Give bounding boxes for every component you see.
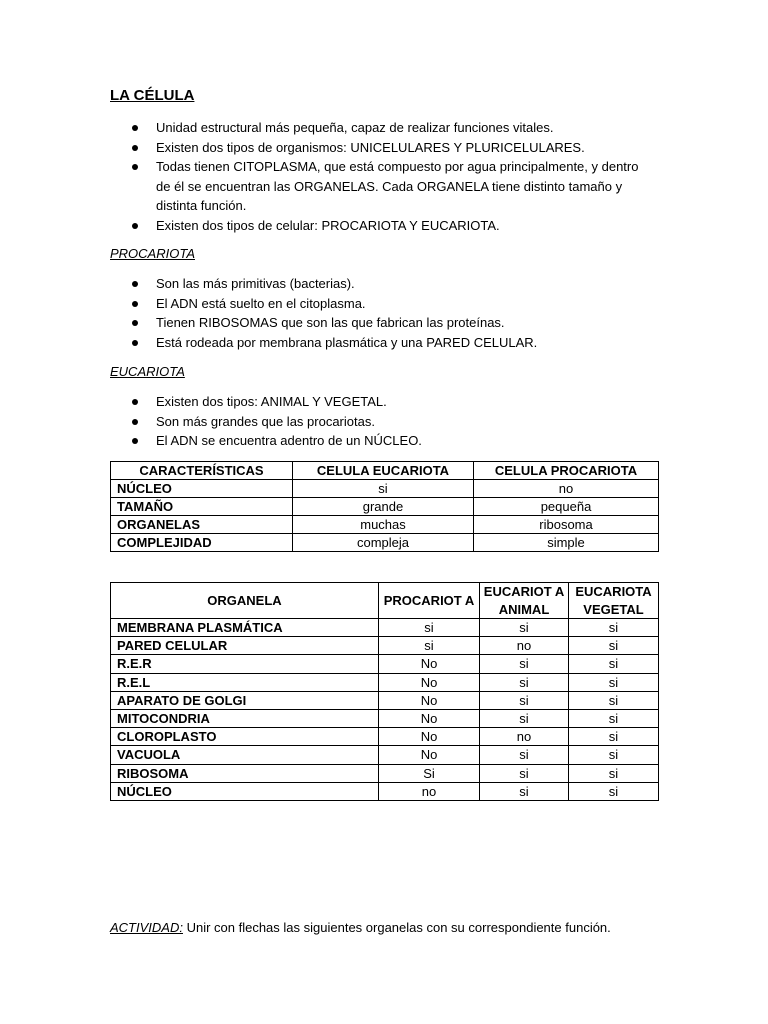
column-header: EUCARIOT A ANIMAL [480, 583, 569, 619]
table-cell: No [379, 728, 480, 746]
table-cell: si [480, 691, 569, 709]
table-cell: si [569, 637, 659, 655]
table-header-row [111, 583, 659, 619]
table-cell: compleja [293, 534, 474, 552]
list-item: Está rodeada por membrana plasmática y una PARED CELULAR. [110, 333, 650, 353]
table-cell: muchas [293, 516, 474, 534]
row-label: VACUOLA [111, 746, 379, 764]
table-cell: si [569, 710, 659, 728]
table-cell: No [379, 655, 480, 673]
row-label: RIBOSOMA [111, 764, 379, 782]
table-row [111, 534, 659, 552]
row-label: CLOROPLASTO [111, 728, 379, 746]
table-row [111, 516, 659, 534]
column-header: EUCARIOTA VEGETAL [569, 583, 659, 619]
table-cell: si [480, 782, 569, 800]
list-item: Tienen RIBOSOMAS que son las que fabrican las proteínas. [110, 313, 650, 333]
table-cell: no [379, 782, 480, 800]
bullet-icon [132, 340, 138, 346]
table-row [111, 619, 659, 637]
table-cell: si [569, 619, 659, 637]
row-label: NÚCLEO [111, 782, 379, 800]
table-cell: si [569, 764, 659, 782]
activity-instruction [110, 920, 611, 935]
row-label: APARATO DE GOLGI [111, 691, 379, 709]
row-label: MITOCONDRIA [111, 710, 379, 728]
table-row [111, 728, 659, 746]
list-item: Son las más primitivas (bacterias). [110, 274, 650, 294]
table-cell: No [379, 673, 480, 691]
table-cell: si [293, 480, 474, 498]
table-row [111, 480, 659, 498]
bullet-icon [132, 281, 138, 287]
row-label: ORGANELAS [111, 516, 293, 534]
activity-text: Unir con flechas las siguientes organelas con su correspondiente función. [182, 920, 611, 935]
eucariota-bullet-list [110, 392, 650, 451]
table-cell: si [480, 746, 569, 764]
row-label: R.E.R [111, 655, 379, 673]
column-header: CARACTERÍSTICAS [111, 462, 293, 480]
list-item: Todas tienen CITOPLASMA, que está compuesto por agua principalmente, y dentro de él se encuentran las ORGANELAS. Cada ORGANELA tiene distinto tamaño y distinta función. [110, 157, 650, 216]
row-label: MEMBRANA PLASMÁTICA [111, 619, 379, 637]
procariota-bullet-list [110, 274, 650, 352]
list-item: Son más grandes que las procariotas. [110, 412, 650, 432]
table-row [111, 782, 659, 800]
bullet-icon [132, 399, 138, 405]
page-title: LA CÉLULA [110, 87, 195, 104]
bullet-icon [132, 145, 138, 151]
table-cell: si [480, 655, 569, 673]
table-row [111, 691, 659, 709]
table-cell: si [480, 764, 569, 782]
table-row [111, 710, 659, 728]
characteristics-table [110, 461, 659, 552]
table-cell: no [474, 480, 659, 498]
table-cell: si [569, 655, 659, 673]
bullet-icon [132, 223, 138, 229]
intro-bullet-list [110, 118, 650, 235]
list-item: Existen dos tipos de organismos: UNICELULARES Y PLURICELULARES. [110, 138, 650, 158]
table-cell: No [379, 746, 480, 764]
activity-label: ACTIVIDAD: [110, 920, 183, 935]
table-cell: pequeña [474, 498, 659, 516]
procariota-heading: PROCARIOTA [110, 246, 195, 261]
table-cell: si [569, 746, 659, 764]
table-cell: si [569, 728, 659, 746]
table-cell: No [379, 691, 480, 709]
bullet-icon [132, 320, 138, 326]
row-label: COMPLEJIDAD [111, 534, 293, 552]
table-cell: si [379, 637, 480, 655]
list-item: El ADN está suelto en el citoplasma. [110, 294, 650, 314]
table-cell: ribosoma [474, 516, 659, 534]
list-item: Existen dos tipos: ANIMAL Y VEGETAL. [110, 392, 650, 412]
table-row [111, 655, 659, 673]
list-item: El ADN se encuentra adentro de un NÚCLEO. [110, 431, 650, 451]
table-cell: si [480, 619, 569, 637]
bullet-icon [132, 164, 138, 170]
eucariota-heading: EUCARIOTA [110, 364, 185, 379]
table-cell: si [379, 619, 480, 637]
list-item: Existen dos tipos de celular: PROCARIOTA Y EUCARIOTA. [110, 216, 650, 236]
table-cell: no [480, 728, 569, 746]
table-cell: si [569, 691, 659, 709]
table-cell: No [379, 710, 480, 728]
table-cell: si [480, 673, 569, 691]
organelles-table [110, 582, 659, 801]
column-header: CELULA EUCARIOTA [293, 462, 474, 480]
table-header-row [111, 462, 659, 480]
list-item: Unidad estructural más pequeña, capaz de realizar funciones vitales. [110, 118, 650, 138]
table-row [111, 673, 659, 691]
table-cell: grande [293, 498, 474, 516]
table-cell: Si [379, 764, 480, 782]
table-cell: si [569, 782, 659, 800]
table-cell: simple [474, 534, 659, 552]
table-cell: si [480, 710, 569, 728]
row-label: TAMAÑO [111, 498, 293, 516]
bullet-icon [132, 301, 138, 307]
row-label: R.E.L [111, 673, 379, 691]
bullet-icon [132, 419, 138, 425]
table-cell: no [480, 637, 569, 655]
table-row [111, 746, 659, 764]
bullet-icon [132, 438, 138, 444]
table-row [111, 637, 659, 655]
row-label: NÚCLEO [111, 480, 293, 498]
table-row [111, 764, 659, 782]
column-header: PROCARIOT A [379, 583, 480, 619]
column-header: ORGANELA [111, 583, 379, 619]
column-header: CELULA PROCARIOTA [474, 462, 659, 480]
row-label: PARED CELULAR [111, 637, 379, 655]
bullet-icon [132, 125, 138, 131]
table-row [111, 498, 659, 516]
table-cell: si [569, 673, 659, 691]
